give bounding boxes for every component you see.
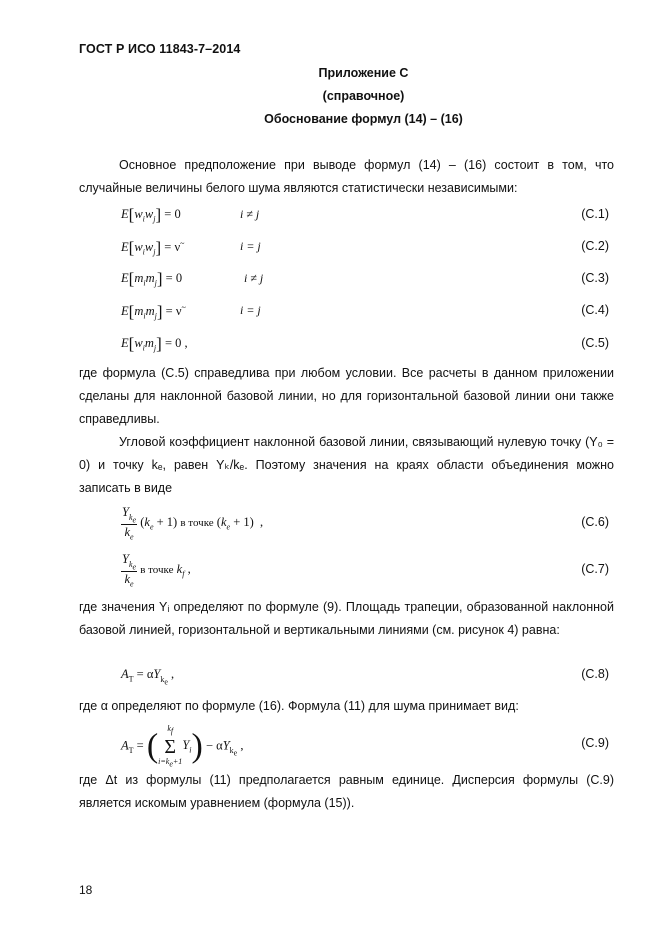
condition-c3: i ≠ j [244,271,264,285]
equation-c2 [0,239,661,261]
formula-c4: $E[m_im_j] = \nu^\sim$ [121,302,186,322]
formula-c1: $E[w_iw_j] = 0$ [121,205,181,224]
formula-c5: $E[w_im_j] = 0$ , [121,334,188,353]
equation-number-c3: (С.3) [581,271,609,285]
equation-c4 [0,303,661,325]
condition-c2: i = j [240,239,261,253]
equation-number-c6: (С.6) [581,515,609,529]
equation-c3 [0,271,661,293]
formula-c3: $E[m_im_j] = 0$ [121,269,183,288]
equation-c7 [0,552,661,592]
formula-c9: $A_T$ = ( $k_f$ Σ $i=k_e+1$ $Y_i) - \alpha Y_{k_e}$ , [121,724,244,769]
formula-c8: $A_T = \alpha Y_{k_e}$ , [121,667,175,687]
equation-c1 [0,207,661,229]
equation-number-c9: (С.9) [581,736,609,750]
paragraph-1: Основное предположение при выводе формул (14) – (16) состоит в том, что случайные величины белого шума являются статистически независимыми: [79,158,614,195]
page-number: 18 [79,883,93,897]
equation-c9 [0,722,661,768]
annex-kind: (справочное) [322,89,405,103]
equation-c8 [0,667,661,689]
condition-c4: i = j [240,303,261,317]
formula-c7: $\frac{Y_{k_e}}{k_e}$ в точке $k_f$ , [122,552,191,589]
equation-number-c7: (С.7) [581,562,609,576]
paragraph-2: где формула (С.5) справедлива при любом условии. Все расчеты в данном приложении сделаны для наклонной базовой линии, но для горизонтальной базовой линии они также справедливы. [79,366,614,426]
formula-c2: $E[w_iw_j] = \nu^\sim$ [121,238,185,258]
equation-c5 [0,336,661,358]
paragraph-3: Угловой коэффициент наклонной базовой линии, связывающий нулевую точку (Y₀ = 0) и точку kₑ, равен Yₖ/kₑ. Поэтому значения на краях области объединения можно записать в виде [79,435,614,495]
equation-number-c5: (С.5) [581,336,609,350]
paragraph-6: где Δt из формулы (11) предполагается равным единице. Дисперсия формулы (С.9) является искомым уравнением (формула (15)). [79,773,614,810]
equation-number-c8: (С.8) [581,667,609,681]
equation-number-c2: (С.2) [581,239,609,253]
equation-number-c1: (С.1) [581,207,609,221]
condition-c1: i ≠ j [240,207,260,221]
formula-c6: $\frac{Y_{k_e}}{k_e}$ $(k_e + 1)$ в точке $(k_e + 1)$ , [122,505,264,542]
paragraph-5: где α определяют по формуле (16). Формула (11) для шума принимает вид: [79,699,519,713]
annex-subtitle: Обоснование формул (14) – (16) [264,112,463,126]
equation-c6 [0,505,661,545]
paragraph-4: где значения Yᵢ определяют по формуле (9). Площадь трапеции, образованной наклонной базовой линией, горизонтальной и вертикальными линиями (см. рисунок 4) равна: [79,600,614,637]
annex-title: Приложение С [318,66,409,80]
standard-header: ГОСТ Р ИСО 11843-7–2014 [79,42,241,56]
equation-number-c4: (С.4) [581,303,609,317]
